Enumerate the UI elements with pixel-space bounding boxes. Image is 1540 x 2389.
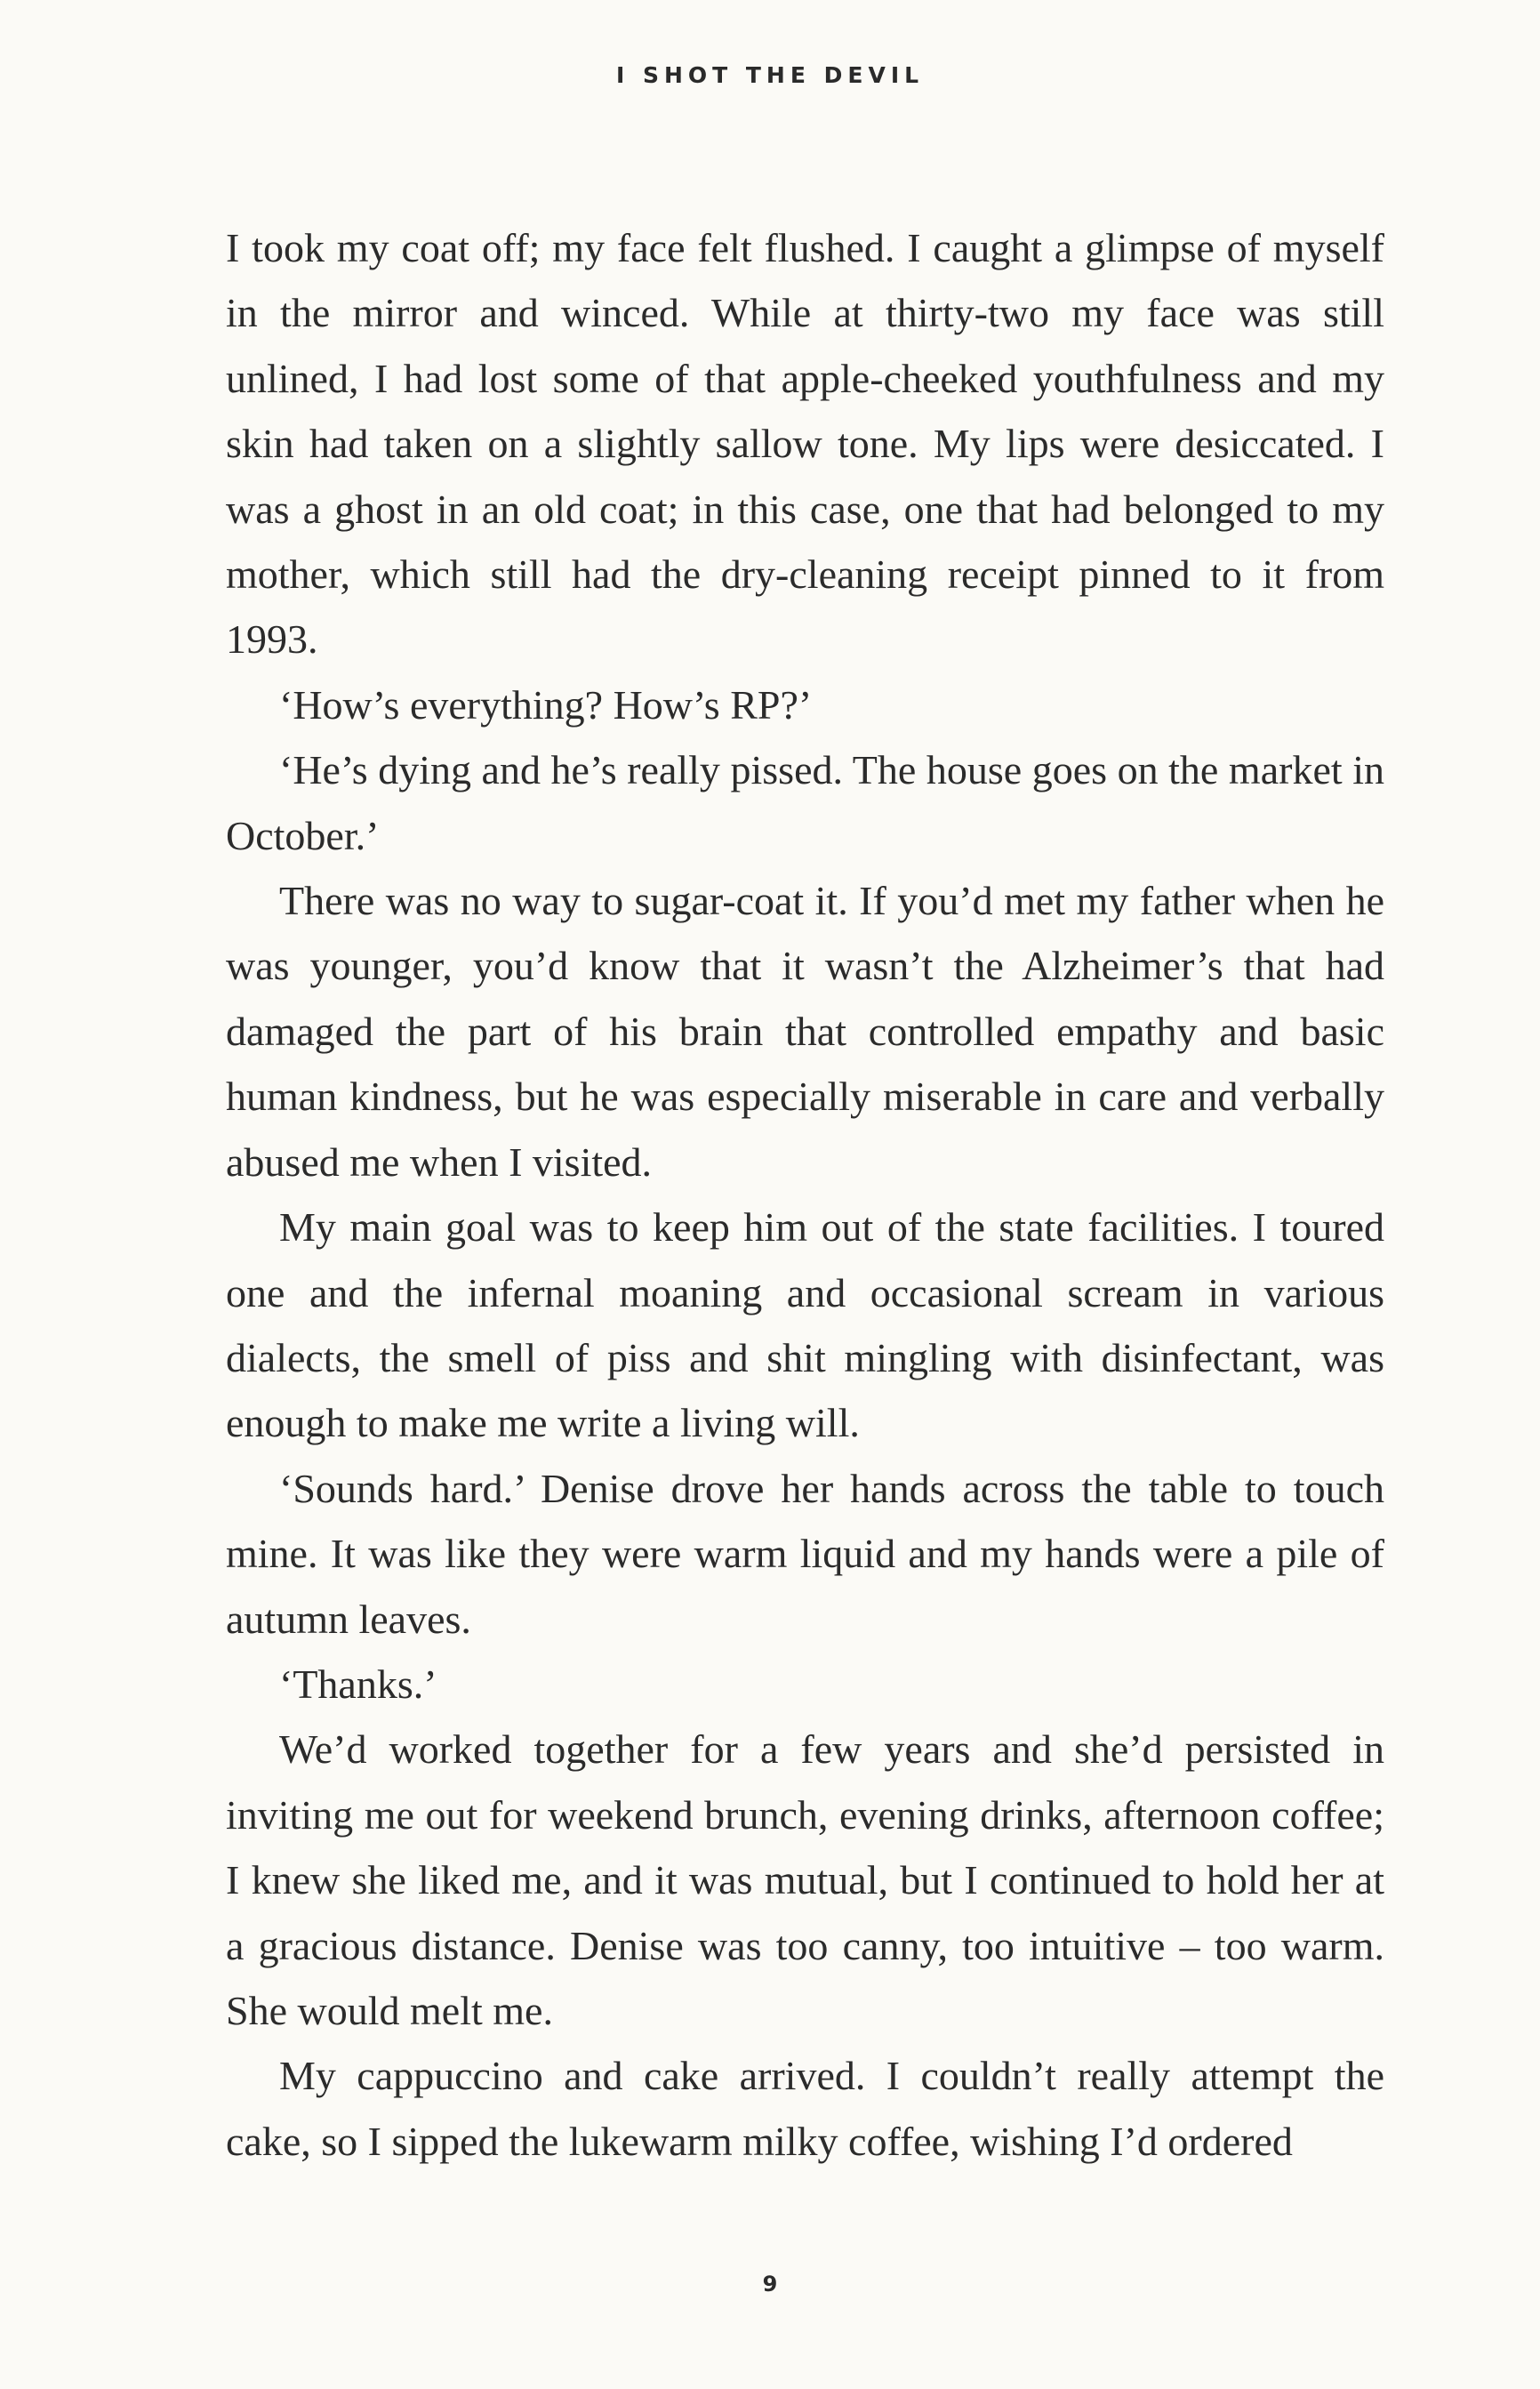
paragraph: We’d worked together for a few years and she’d persisted in inviting me out for weekend brunch, evening drinks, afternoon coffee; I knew she liked me, and it was mutual, but I continued to hold her at a gracious distance. Denise was too canny, too intuitive – too warm. She would melt me. bbox=[226, 1726, 1384, 2033]
paragraph: There was no way to sugar-coat it. If you’d met my father when he was younger, you’d know that it wasn’t the Alzheimer’s that had damaged the part of his brain that controlled empathy and basic human kindness, but he was especially miserable in care and verbally abused me when I visited. bbox=[226, 878, 1384, 1185]
running-head: I SHOT THE DEVIL bbox=[615, 62, 925, 88]
page-number: 9 bbox=[762, 2272, 778, 2296]
body-text bbox=[226, 215, 1384, 2174]
paragraph: ‘Thanks.’ bbox=[279, 1661, 437, 1707]
paragraph: ‘How’s everything? How’s RP?’ bbox=[279, 681, 813, 728]
paragraph: My cappuccino and cake arrived. I couldn’t really attempt the cake, so I sipped the lukewarm milky coffee, wishing I’d ordered bbox=[226, 2053, 1384, 2164]
paragraph: I took my coat off; my face felt flushed. I caught a glimpse of myself in the mirror and winced. While at thirty-two my face was still unlined, I had lost some of that apple-cheeked youthfulness and my skin had taken on a slightly sallow tone. My lips were desiccated. I was a ghost in an old coat; in this case, one that had belonged to my mother, which still had the dry-cleaning receipt pinned to it from 1993. bbox=[226, 225, 1384, 663]
paragraph: ‘Sounds hard.’ Denise drove her hands across the table to touch mine. It was like they were warm liquid and my hands were a pile of autumn leaves. bbox=[226, 1465, 1384, 1642]
paragraph: ‘He’s dying and he’s really pissed. The house goes on the market in October.’ bbox=[226, 747, 1384, 858]
paragraph: My main goal was to keep him out of the state facilities. I toured one and the infernal moaning and occasional scream in various dialects, the smell of piss and shit mingling with disinfectant, was enough to make me write a living will. bbox=[226, 1204, 1384, 1446]
